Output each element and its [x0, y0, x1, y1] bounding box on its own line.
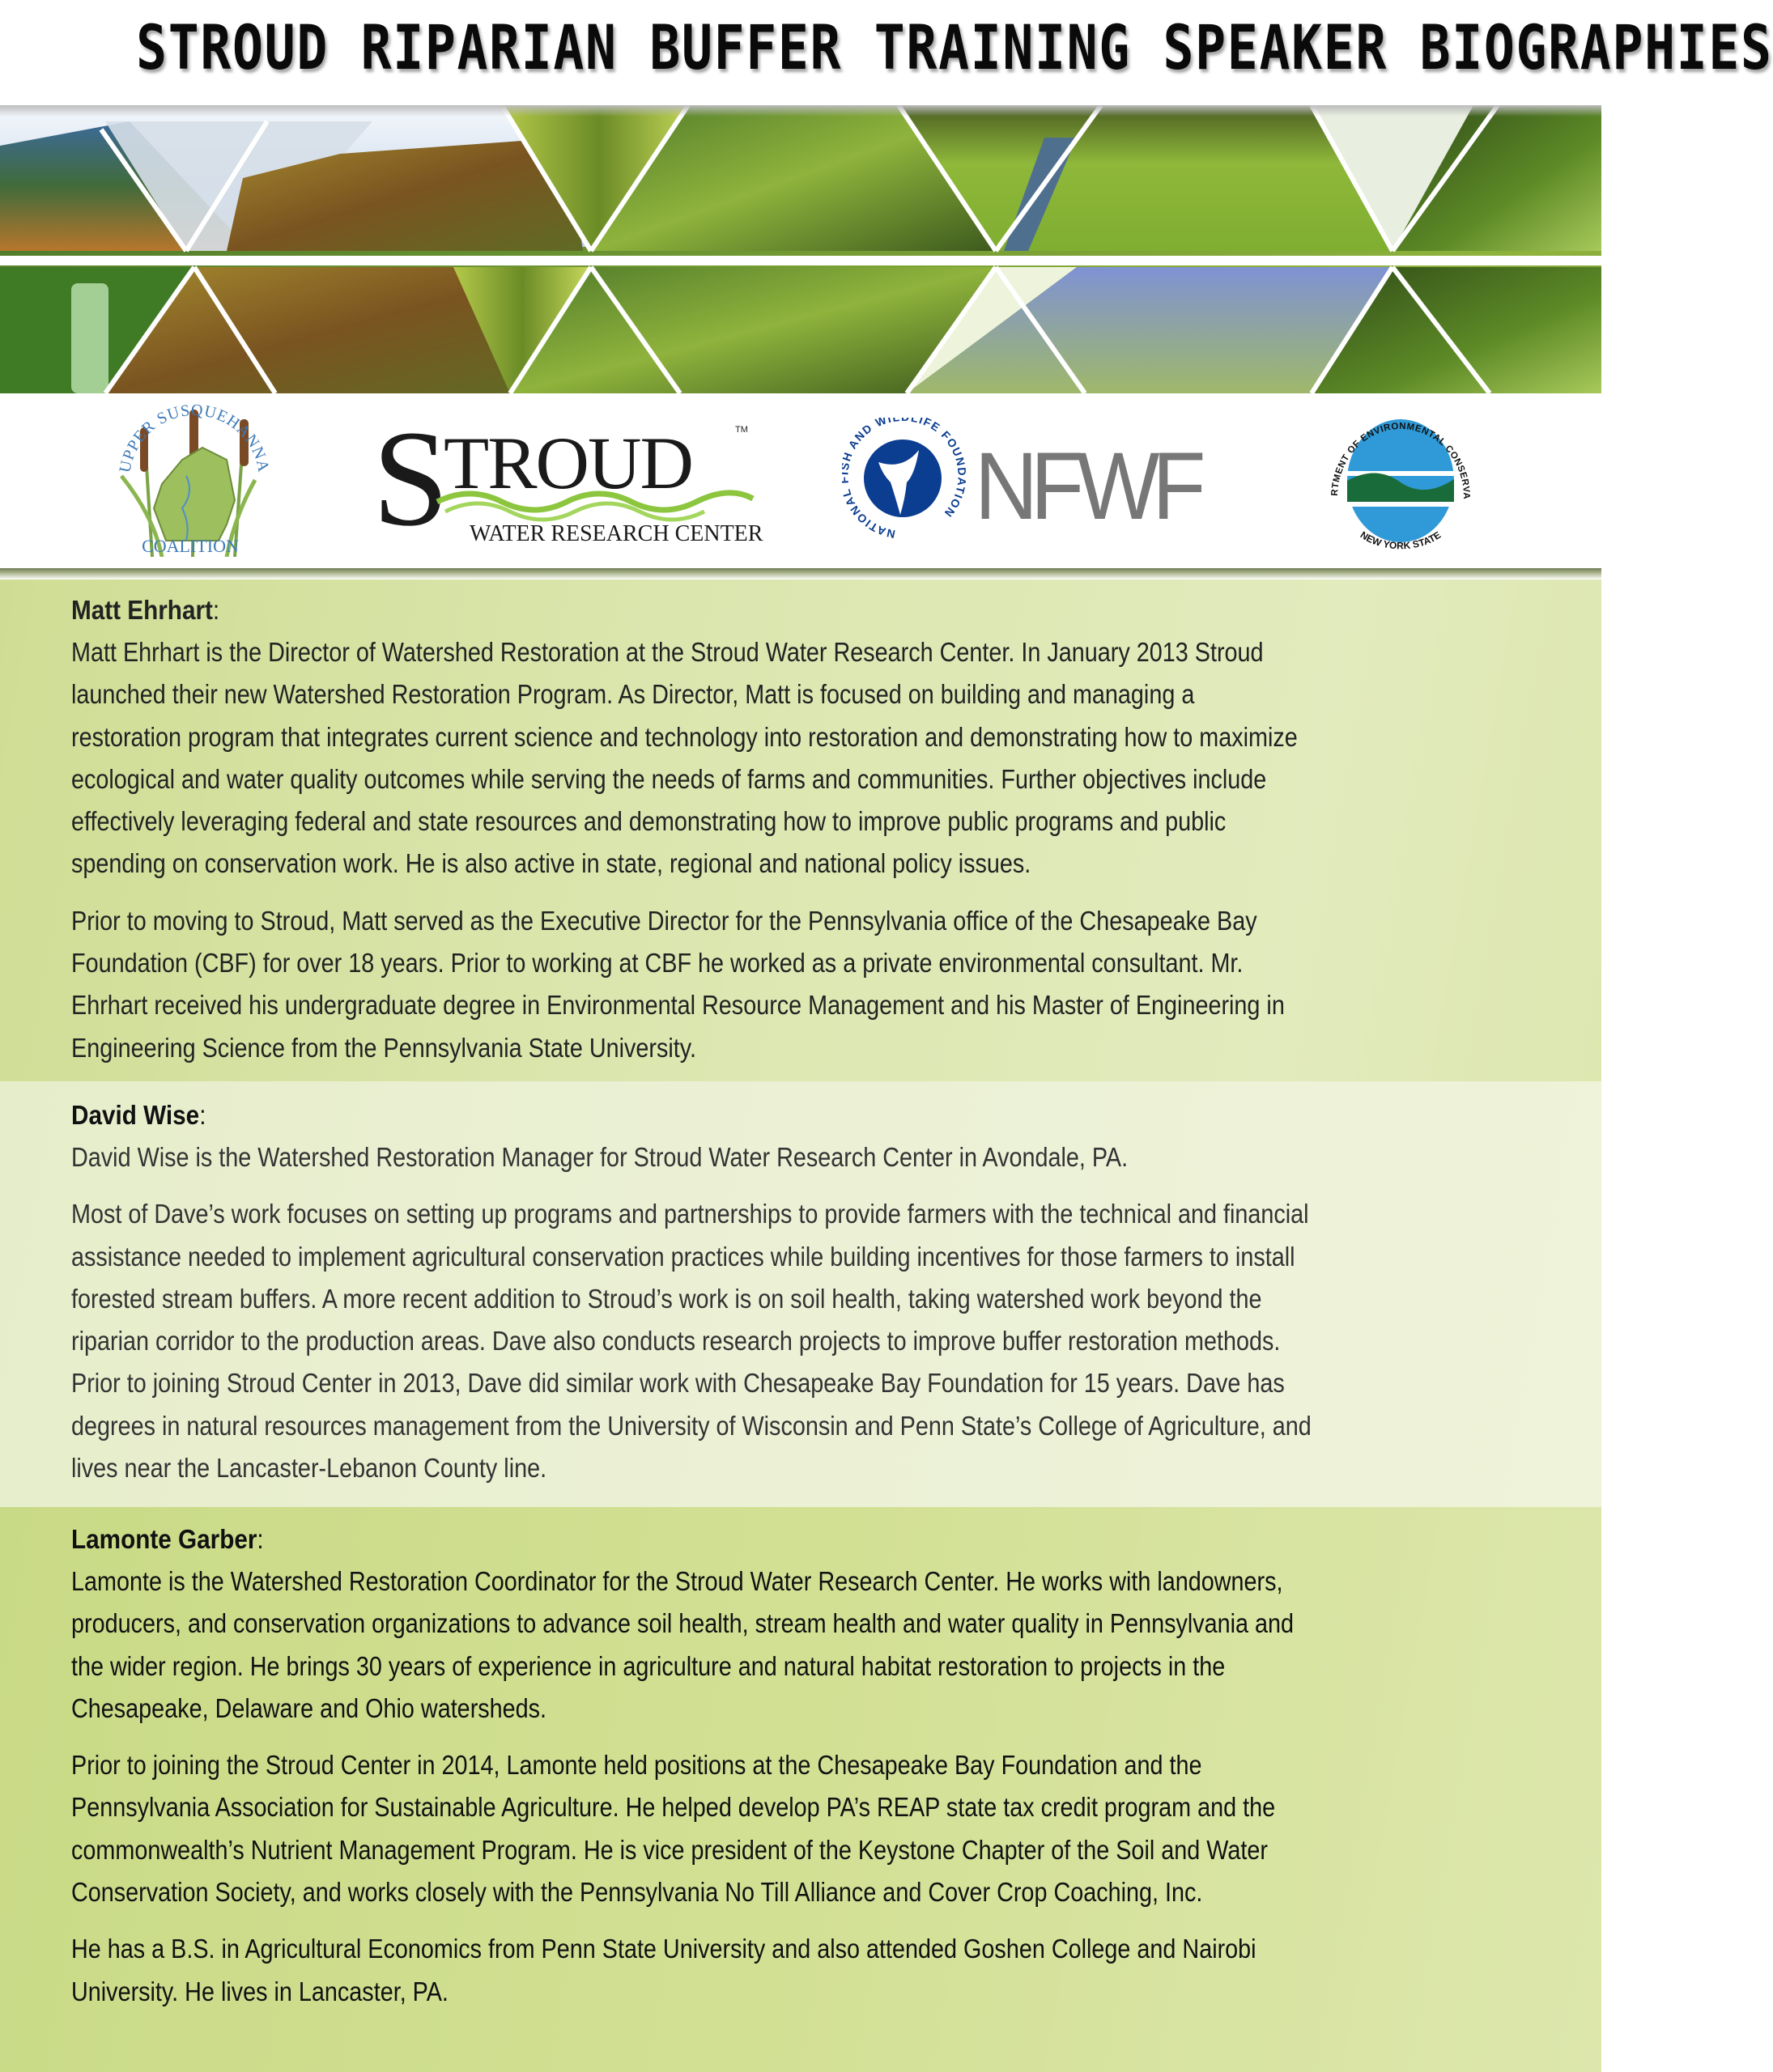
nys-dec-logo	[1320, 408, 1482, 554]
usc-top-text: UPPER SUSQUEHANNA	[116, 403, 273, 474]
bio-line: Prior to joining the Stroud Center in 2014, Lamonte held positions at the Chesapeake Bay Foundation and the	[71, 1750, 1202, 1781]
bio-line: Chesapeake, Delaware and Ohio watersheds.	[71, 1692, 547, 1723]
bio-line: Prior to joining Stroud Center in 2013, Dave did similar work with Chesapeake Bay Foundation for 15 years. Dave has	[71, 1368, 1285, 1399]
bio-line: Pennsylvania Association for Sustainable Agriculture. He helped develop PA’s REAP state tax credit program and the	[71, 1792, 1276, 1823]
nfwf-logo	[842, 418, 1247, 539]
bio-line: He has a B.S. in Agricultural Economics from Penn State University and also attended Goshen College and Nairobi	[71, 1934, 1256, 1964]
nfwf-wordmark: NFWF	[974, 432, 1199, 539]
bio-paragraph	[71, 1744, 1569, 1913]
dec-ring-text: RTMENT OF ENVIRONMENTAL CONSERVA	[1329, 421, 1472, 499]
header-divider	[0, 568, 1601, 580]
bio-line: the wider region. He brings 30 years of experience in agriculture and natural habitat restoration to projects in the	[71, 1650, 1226, 1681]
bio-line: effectively leveraging federal and state resources and demonstrating how to improve public programs and public	[71, 806, 1227, 837]
bio-line: Conservation Society, and works closely with the Pennsylvania No Till Alliance and Cover Crop Coaching, Inc.	[71, 1877, 1203, 1908]
trademark-symbol: TM	[735, 425, 748, 435]
speaker-name: Matt Ehrhart:	[71, 595, 220, 625]
bio-paragraph	[71, 1136, 1569, 1178]
bio-line: Engineering Science from the Pennsylvania State University.	[71, 1032, 697, 1063]
photo-collage-banner	[0, 105, 1601, 393]
banner-top-shadow	[0, 105, 1601, 117]
page-title: STROUD RIPARIAN BUFFER TRAINING SPEAKER BIOGRAPHIES	[136, 11, 1773, 83]
partner-logos-strip	[0, 393, 1601, 568]
bio-line: Matt Ehrhart is the Director of Watershed Restoration at the Stroud Water Research Center. In January 2013 Stroud	[71, 637, 1264, 667]
bio-line: spending on conservation work. He is also active in state, regional and national policy issues.	[71, 848, 1031, 879]
stroud-water-research-center-logo	[372, 402, 763, 554]
bio-line: commonwealth’s Nutrient Management Program. He is vice president of the Keystone Chapter of the Soil and Water	[71, 1834, 1268, 1865]
bio-paragraph	[71, 1560, 1569, 1730]
bio-section-lamonte-garber	[0, 1507, 1601, 2072]
bio-line: Ehrhart received his undergraduate degree in Environmental Resource Management and his Master of Engineering in	[71, 990, 1285, 1021]
watershed-map-icon	[154, 448, 235, 541]
bio-line: producers, and conservation organizations to advance soil health, stream health and water quality in Pennsylvania and	[71, 1608, 1295, 1639]
bio-line: degrees in natural resources management from the University of Wisconsin and Penn State’s College of Agriculture, and	[71, 1410, 1312, 1441]
bio-line: assistance needed to implement agricultural conservation practices while building incentives for those farmers to install	[71, 1241, 1295, 1272]
bio-line: lives near the Lancaster-Lebanon County line.	[71, 1453, 547, 1484]
bio-line: riparian corridor to the production areas. Dave also conducts research projects to improve buffer restoration methods.	[71, 1326, 1281, 1357]
bio-line: forested stream buffers. A more recent addition to Stroud’s work is on soil health, taking watershed work beyond the	[71, 1283, 1262, 1314]
bio-section-david-wise	[0, 1081, 1601, 1507]
bio-line: ecological and water quality outcomes while serving the needs of farms and communities. Further objectives include	[71, 763, 1267, 794]
speaker-name: Lamonte Garber:	[71, 1524, 264, 1554]
bio-line: Lamonte is the Watershed Restoration Coordinator for the Stroud Water Research Center. He works with landowners,	[71, 1566, 1283, 1596]
bio-section-matt-ehrhart	[0, 580, 1601, 1081]
title-bar	[0, 0, 1773, 105]
stroud-wordmark: TROUD	[444, 422, 692, 504]
bio-paragraph	[71, 1928, 1569, 2013]
bio-paragraph	[71, 900, 1569, 1069]
bio-line: Most of Dave’s work focuses on setting up programs and partnerships to provide farmers with the technical and financial	[71, 1199, 1309, 1229]
nature-photo-collage	[0, 105, 1601, 393]
bio-line: launched their new Watershed Restoration Program. As Director, Matt is focused on building and managing a	[71, 679, 1195, 710]
usc-bottom-text: COALITION	[142, 536, 239, 556]
stroud-subtitle: WATER RESEARCH CENTER	[470, 521, 763, 546]
speaker-name: David Wise:	[71, 1100, 206, 1130]
stroud-big-s: S	[372, 402, 449, 554]
nfwf-ring-text: NATIONA AND WI LIFE FOUNDATION	[842, 418, 969, 539]
upper-susquehanna-coalition-logo	[105, 403, 275, 557]
bio-paragraph	[71, 1193, 1569, 1489]
bio-paragraph	[71, 631, 1569, 885]
bio-line: Prior to moving to Stroud, Matt served as the Executive Director for the Pennsylvania office of the Chesapeake Bay	[71, 905, 1257, 936]
bio-line: restoration program that integrates current science and technology into restoration and demonstrating how to maximize	[71, 721, 1298, 752]
bio-line: Foundation (CBF) for over 18 years. Prior to working at CBF he worked as a private environmental consultant. Mr.	[71, 948, 1244, 979]
dec-bottom-text: NEW YORK STATE	[1358, 529, 1443, 552]
bio-line: David Wise is the Watershed Restoration Manager for Stroud Water Research Center in Avondale, PA.	[71, 1142, 1129, 1172]
bio-line: University. He lives in Lancaster, PA.	[71, 1976, 449, 2006]
